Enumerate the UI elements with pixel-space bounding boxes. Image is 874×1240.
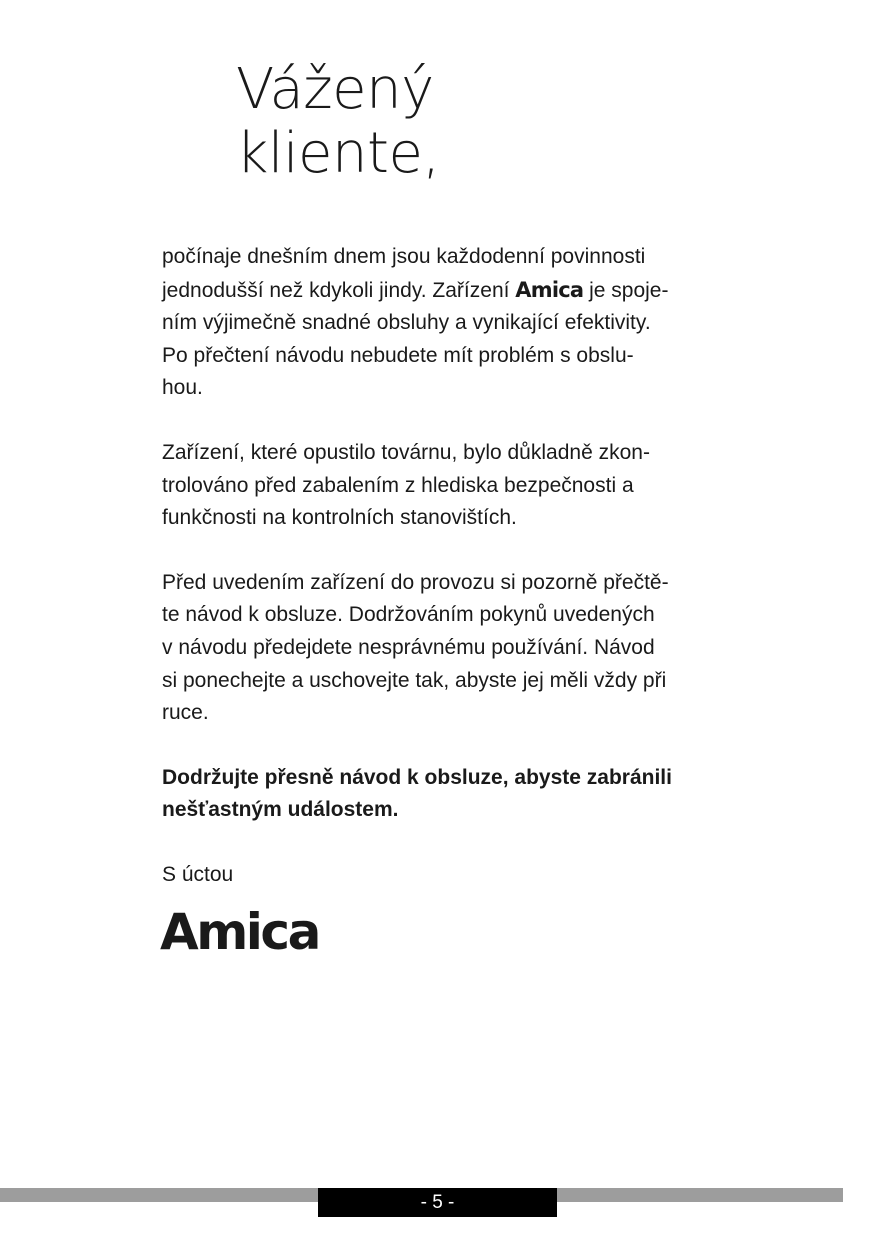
text-line: Dodržujte přesně návod k obsluze, abyste zabránili (162, 765, 672, 789)
text-line: Zařízení, které opustilo továrnu, bylo důkladně zkon- (162, 440, 650, 464)
text-line: ním výjimečně snadné obsluhy a vynikající efektivity. (162, 311, 651, 335)
text-line: ruce. (162, 701, 209, 725)
amica-logo: Amica (160, 903, 319, 961)
text-line: te návod k obsluze. Dodržováním pokynů uvedených (162, 603, 655, 627)
letter-body (162, 241, 722, 924)
warning-paragraph (162, 762, 722, 827)
text-line (162, 274, 722, 308)
closing-salutation (162, 859, 722, 892)
text-line: v návodu předejdete nesprávnému používání. Návod (162, 635, 655, 659)
intro-paragraph (162, 241, 722, 405)
text-line: S úctou (162, 862, 234, 886)
page-number: - 5 - (318, 1188, 557, 1217)
instructions-paragraph (162, 567, 722, 730)
inline-brand-name: Amica (515, 277, 584, 302)
text-line: Po přečtení návodu nebudete mít problém s obslu- (162, 343, 634, 367)
page-heading (236, 58, 440, 186)
factory-check-paragraph (162, 437, 722, 535)
text-line: nešťastným událostem. (162, 798, 399, 822)
heading-line-1: Vážený (236, 57, 434, 122)
text-line: Před uvedením zařízení do provozu si pozorně přečtě- (162, 570, 669, 594)
text-line: počínaje dnešním dnem jsou každodenní povinnosti (162, 245, 646, 268)
heading-line-2: kliente, (236, 121, 440, 186)
text-line: hou. (162, 376, 203, 400)
text-line: funkčnosti na kontrolních stanovištích. (162, 506, 517, 530)
text-line: trolováno před zabalením z hlediska bezpečnosti a (162, 473, 634, 497)
text-fragment: jednodušší než kdykoli jindy. Zařízení (162, 278, 516, 302)
text-line: si ponechejte a uschovejte tak, abyste jej měli vždy při (162, 668, 667, 692)
text-fragment: je spoje- (583, 278, 669, 302)
